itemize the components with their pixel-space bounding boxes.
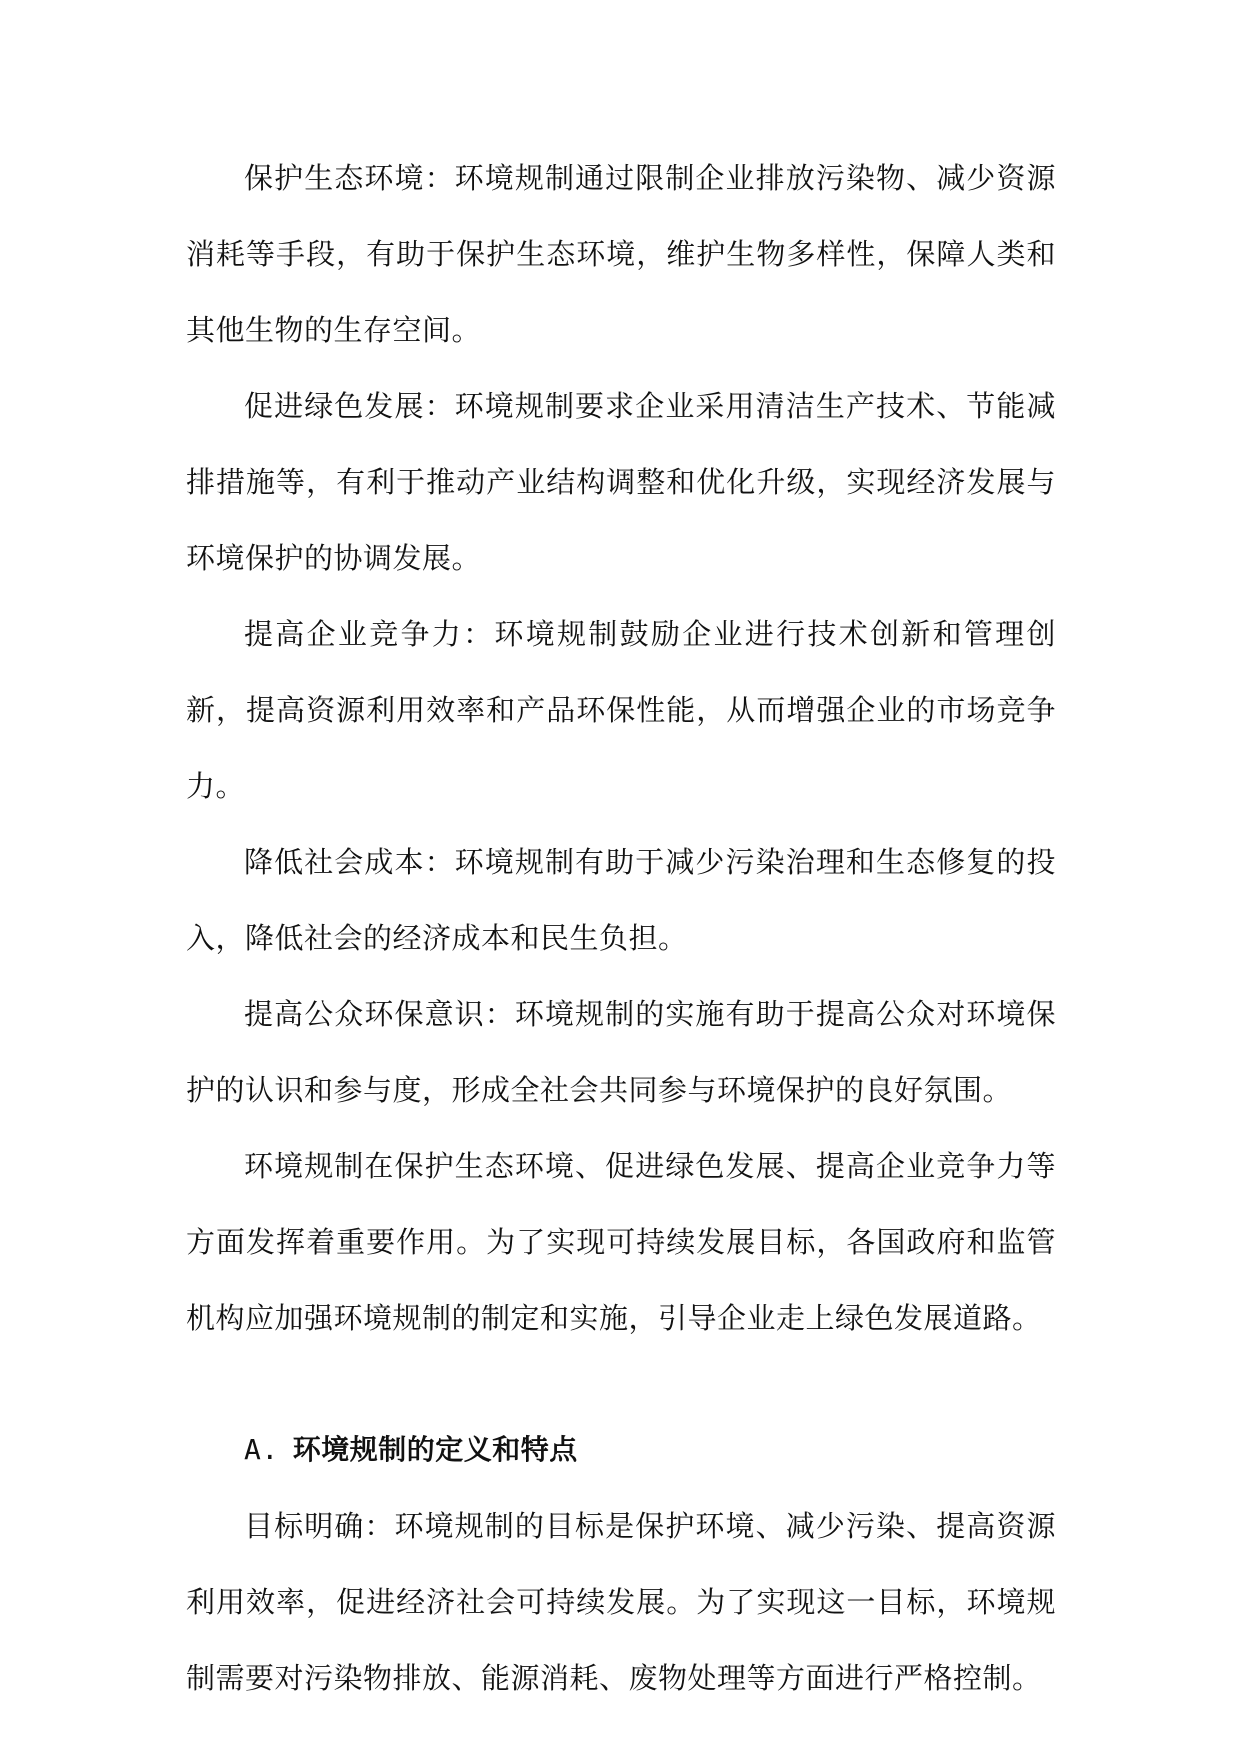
paragraph-green-development: 促进绿色发展：环境规制要求企业采用清洁生产技术、节能减排措施等，有利于推动产业结构调整和优化升级，实现经济发展与环境保护的协调发展。 xyxy=(186,389,1056,575)
section-title: 环境规制的定义和特点 xyxy=(292,1433,578,1466)
paragraph-clear-goal: 目标明确：环境规制的目标是保护环境、减少污染、提高资源利用效率，促进经济社会可持续发展。为了实现这一目标，环境规制需要对污染物排放、能源消耗、废物处理等方面进行严格控制。 xyxy=(186,1509,1056,1695)
section-heading xyxy=(186,1412,1056,1488)
paragraph-social-cost: 降低社会成本：环境规制有助于减少污染治理和生态修复的投入，降低社会的经济成本和民生负担。 xyxy=(186,845,1056,955)
paragraph-public-awareness: 提高公众环保意识：环境规制的实施有助于提高公众对环境保护的认识和参与度，形成全社会共同参与环境保护的良好氛围。 xyxy=(186,997,1056,1107)
paragraph-competitiveness: 提高企业竞争力：环境规制鼓励企业进行技术创新和管理创新，提高资源利用效率和产品环保性能，从而增强企业的市场竞争力。 xyxy=(186,617,1056,803)
document-body xyxy=(186,140,1056,1716)
paragraph-protect-ecology: 保护生态环境：环境规制通过限制企业排放污染物、减少资源消耗等手段，有助于保护生态环境，维护生物多样性，保障人类和其他生物的生存空间。 xyxy=(186,161,1056,347)
section-number: A. xyxy=(244,1433,279,1466)
paragraph-summary: 环境规制在保护生态环境、促进绿色发展、提高企业竞争力等方面发挥着重要作用。为了实现可持续发展目标，各国政府和监管机构应加强环境规制的制定和实施，引导企业走上绿色发展道路。 xyxy=(186,1149,1056,1335)
